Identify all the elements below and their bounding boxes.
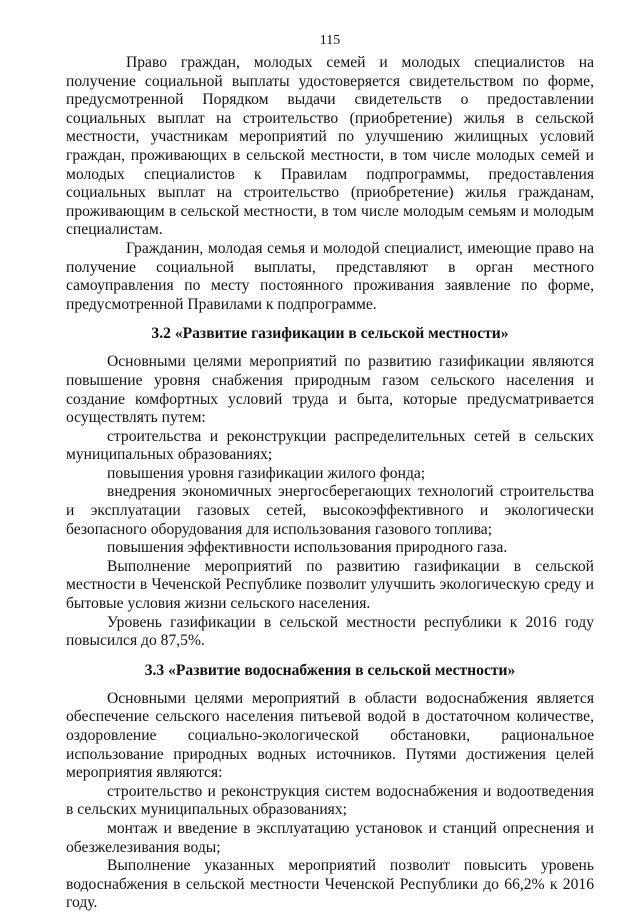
intro-paragraph: Право граждан, молодых семей и молодых специалистов на получение социальной выплаты удостоверяется свидетельством по форме, предусмотренной Порядком выдачи свидетельств о предоставлении социальных выплат на строительство (приобретение) жилья в сельской местности, участникам мероприятий по улучшению жилищных условий граждан, проживающих в сельской местности, в том числе молодых семей и молодых специалистов к Правилам подпрограммы, предоставления социальных выплат на строительство (приобретение) жилья гражданам, проживающим в сельской местности, в том числе молодым семьям и молодым специалистам. — [66, 54, 594, 239]
water-list-item: строительство и реконструкция систем водоснабжения и водоотведения в сельских муниципальных образованиях; — [66, 782, 594, 819]
gas-paragraph: Основными целями мероприятий по развитию газификации являются повышение уровня снабжения природным газом сельского населения и создание комфортных условий труда и быта, которые предусматривается осуществлять путем: — [66, 353, 594, 427]
gas-paragraph: Уровень газификации в сельской местности республики к 2016 году повысился до 87,5%. — [66, 613, 594, 650]
gas-list-item: повышения уровня газификации жилого фонда; — [107, 464, 426, 482]
intro-paragraph: Гражданин, молодая семья и молодой специалист, имеющие право на получение социальной выплаты, представляют в орган местного самоуправления по месту постоянного проживания заявление по форме, предусмотренной Правилами к подпрограмме. — [66, 239, 594, 313]
section-heading-gas: 3.2 «Развитие газификации в сельской местности» — [151, 325, 509, 343]
section-heading-water: 3.3 «Развитие водоснабжения в сельской местности» — [144, 661, 516, 679]
gas-list-item: внедрения экономичных энергосберегающих технологий строительства и эксплуатации газовых сетей, высокоэффективного и экологически безопасного оборудования для использования газового топлива; — [66, 483, 594, 538]
page-number: 115 — [319, 33, 341, 48]
gas-list-item: повышения эффективности использования природного газа. — [107, 539, 508, 557]
water-paragraph: Выполнение указанных мероприятий позволит повысить уровень водоснабжения в сельской местности Чеченской Республики до 66,2% к 2016 году. — [66, 857, 594, 912]
gas-list-item: строительства и реконструкции распределительных сетей в сельских муниципальных образованиях; — [66, 427, 594, 464]
water-paragraph: Основными целями мероприятий в области водоснабжения является обеспечение сельского населения питьевой водой в достаточном количестве, оздоровление социально-экологической обстановки, рациональное использование природных водных источников. Путями достижения целей мероприятия являются: — [66, 689, 594, 782]
gas-paragraph: Выполнение мероприятий по развитию газификации в сельской местности в Чеченской Республике позволит улучшить экологическую среду и бытовые условия жизни сельского населения. — [66, 557, 594, 613]
water-list-item: монтаж и введение в эксплуатацию установок и станций опреснения и обезжелезивания воды; — [66, 819, 594, 856]
